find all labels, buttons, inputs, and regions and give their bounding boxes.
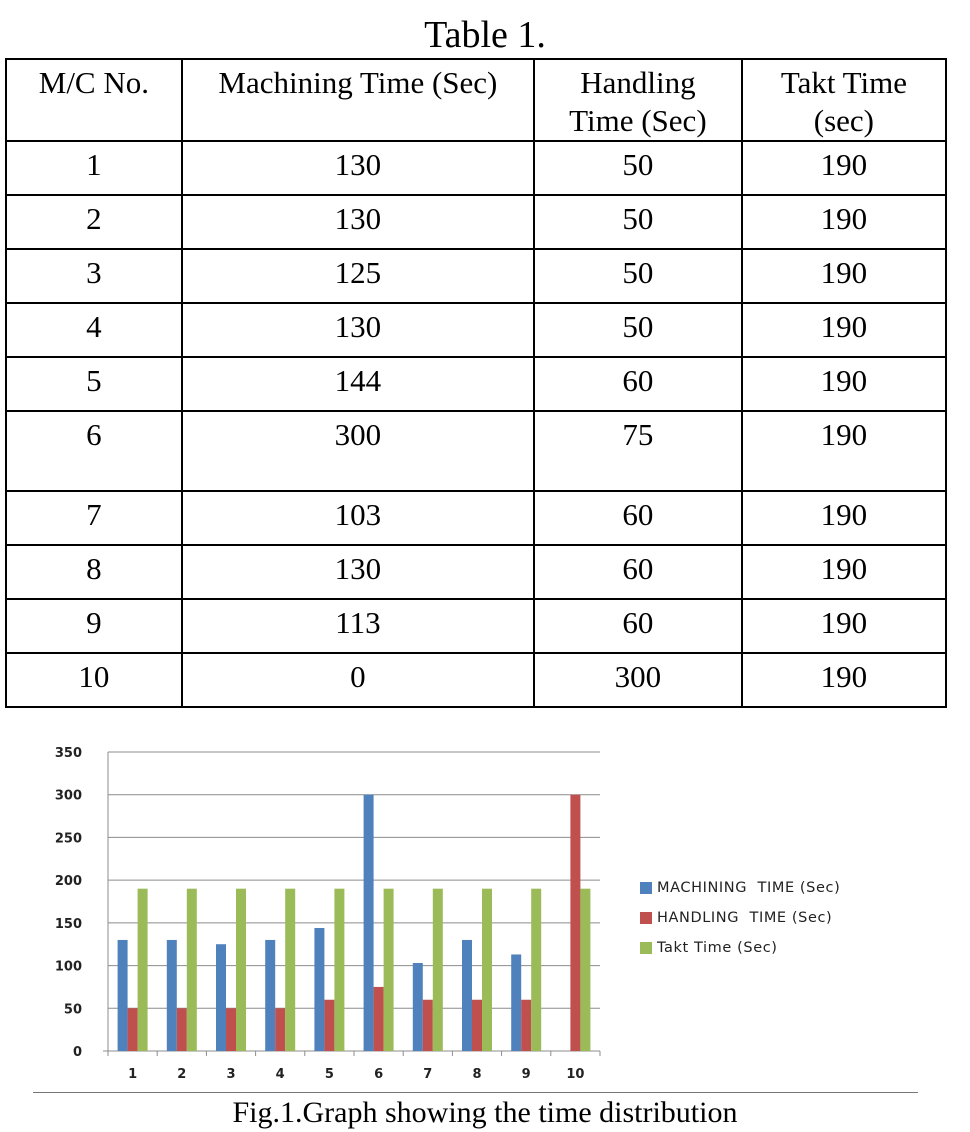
- table-cell: 190: [742, 491, 946, 545]
- bar-takt: [187, 889, 197, 1051]
- bar-handling: [374, 987, 384, 1051]
- column-header: [182, 59, 534, 141]
- table-cell: 125: [182, 249, 534, 303]
- table-cell: 190: [742, 357, 946, 411]
- table-cell: 60: [534, 545, 742, 599]
- bar-machining: [167, 940, 177, 1051]
- column-header-line: Handling: [580, 65, 696, 100]
- column-header-line: Time (Sec): [569, 103, 707, 138]
- table-cell: 130: [182, 141, 534, 195]
- table-cell: 190: [742, 303, 946, 357]
- x-tick-label: 10: [566, 1067, 585, 1082]
- legend-item: [640, 903, 840, 933]
- bar-handling: [226, 1008, 236, 1051]
- table-cell: 190: [742, 411, 946, 491]
- machine-time-table: [5, 58, 947, 708]
- bar-machining: [118, 940, 128, 1051]
- bar-takt: [285, 889, 295, 1051]
- column-header: [742, 59, 946, 141]
- column-header: [534, 59, 742, 141]
- table-row: [6, 411, 946, 491]
- table-cell: 1: [6, 141, 182, 195]
- column-header-line: Machining Time (Sec): [218, 65, 498, 100]
- x-tick-label: 5: [324, 1067, 334, 1082]
- table-cell: 190: [742, 195, 946, 249]
- table-cell: 300: [534, 653, 742, 707]
- column-header-line: M/C No.: [38, 65, 149, 100]
- bar-machining: [364, 795, 374, 1051]
- figure-caption: Fig.1.Graph showing the time distribution: [232, 1096, 738, 1129]
- bar-handling: [177, 1008, 187, 1051]
- table-cell: 190: [742, 653, 946, 707]
- bar-takt: [334, 889, 344, 1051]
- table-cell: 60: [534, 599, 742, 653]
- table-cell: 50: [534, 141, 742, 195]
- bar-machining: [413, 963, 423, 1051]
- table-cell: 190: [742, 249, 946, 303]
- table-cell: 190: [742, 599, 946, 653]
- table-cell: 130: [182, 545, 534, 599]
- table-cell: 130: [182, 195, 534, 249]
- table-cell: 130: [182, 303, 534, 357]
- table-cell: 103: [182, 491, 534, 545]
- caption-divider: [33, 1092, 918, 1093]
- y-tick-label: 50: [63, 1002, 82, 1018]
- table-cell: 4: [6, 303, 182, 357]
- table-cell: 5: [6, 357, 182, 411]
- table-cell: 60: [534, 491, 742, 545]
- bar-machining: [314, 928, 324, 1051]
- table-row: [6, 303, 946, 357]
- x-tick-label: 9: [521, 1067, 531, 1082]
- table-row: [6, 653, 946, 707]
- x-tick-label: 3: [226, 1067, 236, 1082]
- legend-item: [640, 933, 840, 963]
- bar-takt: [384, 889, 394, 1051]
- legend-item: [640, 873, 840, 903]
- bar-handling: [570, 795, 580, 1051]
- x-tick-label: 6: [374, 1067, 384, 1082]
- x-tick-label: 7: [423, 1067, 433, 1082]
- table-cell: 50: [534, 303, 742, 357]
- table-cell: 50: [534, 249, 742, 303]
- x-tick-label: 8: [472, 1067, 482, 1082]
- bar-machining: [462, 940, 472, 1051]
- table-cell: 190: [742, 141, 946, 195]
- bar-handling: [324, 1000, 334, 1051]
- bar-handling: [521, 1000, 531, 1051]
- y-tick-label: 350: [54, 746, 82, 761]
- table-row: [6, 249, 946, 303]
- table-title: Table 1.: [424, 14, 546, 56]
- table-cell: 10: [6, 653, 182, 707]
- table-cell: 3: [6, 249, 182, 303]
- time-distribution-bar-chart: [30, 740, 620, 1090]
- table-cell: 144: [182, 357, 534, 411]
- bar-handling: [128, 1008, 138, 1051]
- bar-machining: [511, 954, 521, 1051]
- table-cell: 6: [6, 411, 182, 491]
- column-header-line: Takt Time: [780, 65, 907, 100]
- legend-swatch-icon: [640, 882, 652, 894]
- y-tick-label: 300: [54, 788, 82, 804]
- bar-takt: [236, 889, 246, 1051]
- bar-takt: [433, 889, 443, 1051]
- table-cell: 9: [6, 599, 182, 653]
- y-tick-label: 200: [54, 874, 82, 890]
- table-cell: 7: [6, 491, 182, 545]
- table-cell: 50: [534, 195, 742, 249]
- column-header-line: (sec): [813, 103, 875, 138]
- legend-label: MACHINING TIME (Sec): [657, 880, 841, 896]
- bar-machining: [265, 940, 275, 1051]
- bar-takt: [531, 889, 541, 1051]
- y-tick-label: 250: [54, 831, 82, 847]
- table-row: [6, 491, 946, 545]
- table-cell: 113: [182, 599, 534, 653]
- table-row: [6, 599, 946, 653]
- bar-machining: [216, 944, 226, 1051]
- table-cell: 2: [6, 195, 182, 249]
- x-tick-label: 1: [128, 1067, 138, 1082]
- table-row: [6, 195, 946, 249]
- table-cell: 190: [742, 545, 946, 599]
- legend-label: HANDLING TIME (Sec): [657, 910, 833, 926]
- table-cell: 75: [534, 411, 742, 491]
- table-row: [6, 357, 946, 411]
- table-cell: 60: [534, 357, 742, 411]
- table-header-row: [6, 59, 946, 141]
- bar-takt: [580, 889, 590, 1051]
- chart-legend: [640, 873, 840, 963]
- table-cell: 8: [6, 545, 182, 599]
- table-cell: 300: [182, 411, 534, 491]
- table-row: [6, 545, 946, 599]
- x-tick-label: 2: [177, 1067, 187, 1082]
- y-tick-label: 0: [72, 1045, 82, 1060]
- bar-handling: [423, 1000, 433, 1051]
- table-row: [6, 141, 946, 195]
- legend-label: Takt Time (Sec): [657, 940, 778, 956]
- column-header: [6, 59, 182, 141]
- bar-takt: [138, 889, 148, 1051]
- bar-handling: [472, 1000, 482, 1051]
- legend-swatch-icon: [640, 942, 652, 954]
- table-cell: 0: [182, 653, 534, 707]
- y-tick-label: 150: [54, 916, 82, 932]
- legend-swatch-icon: [640, 912, 652, 924]
- y-tick-label: 100: [54, 959, 82, 975]
- bar-takt: [482, 889, 492, 1051]
- bar-handling: [275, 1008, 285, 1051]
- x-tick-label: 4: [275, 1067, 285, 1082]
